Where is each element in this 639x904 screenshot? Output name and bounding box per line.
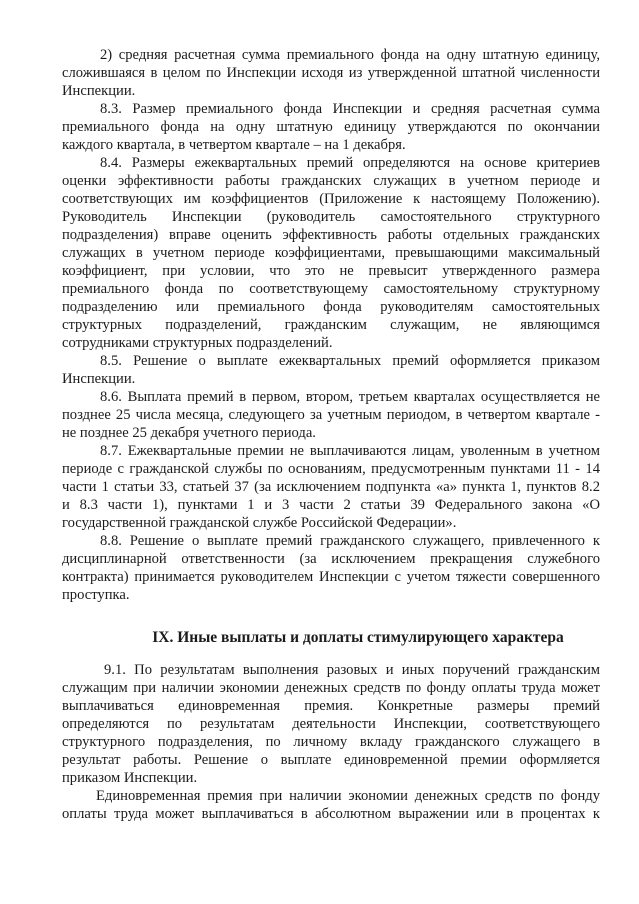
text-line: Руководитель Инспекции (руководитель самостоятельного структурного (62, 209, 600, 225)
text-line: Единовременная премия при наличии экономии денежных средств по фонду (96, 788, 600, 804)
text-line: 8.4. Размеры ежеквартальных премий определяются на основе критериев (100, 155, 600, 171)
text-line: подразделения) вправе оценить эффективность работы отдельных гражданских (62, 227, 600, 243)
text-line: сотрудниками структурных подразделений. (62, 335, 333, 351)
text-line: каждого квартала, в четвертом квартале – на 1 декабря. (62, 137, 406, 153)
document-text (62, 46, 600, 823)
paragraph-8-6 (62, 388, 600, 442)
paragraph-8-7 (62, 442, 600, 532)
paragraph-item-2 (62, 46, 600, 100)
text-line: оплаты труда может выплачиваться в абсолютном выражении или в процентах к (62, 806, 600, 822)
text-line: структурных подразделений, гражданским служащим, не являющимся (62, 317, 600, 333)
paragraph-9-1 (62, 661, 600, 787)
text-line: премиального фонда по соответствующему самостоятельному структурному (62, 281, 600, 297)
paragraph-8-3 (62, 100, 600, 154)
text-line: контракта) принимается руководителем Инспекции с учетом тяжести совершенного (62, 569, 600, 585)
text-line: результат работы. Решение о выплате единовременной премии оформляется (62, 752, 600, 768)
paragraph-8-4 (62, 154, 600, 352)
text-line: и 8.3 части 1), пунктами 1 и 3 части 2 статьи 39 Федерального закона «О (62, 497, 600, 513)
text-line: коэффициент, при условии, что это не превысит утвержденного размера (62, 263, 600, 279)
text-line: части 1 статьи 33, статьей 37 (за исключением подпункта «а» пункта 1, пунктов 8.2 (62, 479, 600, 495)
text-line: Инспекции. (62, 371, 136, 387)
section-heading-ix: IX. Иные выплаты и доплаты стимулирующего характера (152, 629, 564, 646)
text-line: дисциплинарной ответственности (за исключением прекращения служебного (62, 551, 600, 567)
text-line: выплачиваться единовременная премия. Конкретные размеры премий (62, 698, 600, 714)
text-line: 2) средняя расчетная сумма премиального фонда на одну штатную единицу, (100, 47, 600, 63)
paragraph-one-time-bonus (62, 787, 600, 823)
text-line: периоде с гражданской службы по основаниям, предусмотренным пунктами 11 - 14 (62, 461, 600, 477)
text-line: 8.3. Размер премиального фонда Инспекции и средняя расчетная сумма (100, 101, 600, 117)
text-line: 8.8. Решение о выплате премий гражданского служащего, привлеченного к (100, 533, 600, 549)
text-line: 8.5. Решение о выплате ежеквартальных премий оформляется приказом (100, 353, 600, 369)
text-line: не позднее 25 декабря учетного периода. (62, 425, 316, 441)
text-line: определяются по результатам деятельности Инспекции, соответствующего (62, 716, 600, 732)
text-line: оценки эффективности работы гражданских служащих в учетном периоде и (62, 173, 600, 189)
text-line: 8.6. Выплата премий в первом, втором, третьем кварталах осуществляется не (100, 389, 600, 405)
text-line: сложившаяся в целом по Инспекции исходя из утвержденной штатной численности (62, 65, 600, 81)
text-line: подразделению или премиального фонда руководителям самостоятельных (62, 299, 600, 315)
text-line: государственной гражданской службе Российской Федерации». (62, 515, 457, 531)
text-line: соответствующих им коэффициентов (Приложение к настоящему Положению). (62, 191, 600, 207)
text-line: Инспекции. (62, 83, 136, 99)
text-line: 8.7. Ежеквартальные премии не выплачиваются лицам, уволенным в учетном (100, 443, 600, 459)
text-line: структурного подразделения, по личному вкладу гражданского служащего в (62, 734, 600, 750)
text-line: приказом Инспекции. (62, 770, 198, 786)
text-line: премиального фонда на одну штатную единицу утверждаются по окончании (62, 119, 600, 135)
text-line: проступка. (62, 587, 130, 603)
paragraph-8-5 (62, 352, 600, 388)
text-line: позднее 25 числа месяца, следующего за учетным периодом, в четвертом квартале - (62, 407, 600, 423)
text-line: 9.1. По результатам выполнения разовых и иных поручений гражданским (104, 662, 600, 678)
text-line: служащих в учетном периоде коэффициентами, превышающими максимальный (62, 245, 600, 261)
text-line: служащим при наличии экономии денежных средств по фонду оплаты труда может (62, 680, 600, 696)
paragraph-8-8 (62, 532, 600, 604)
